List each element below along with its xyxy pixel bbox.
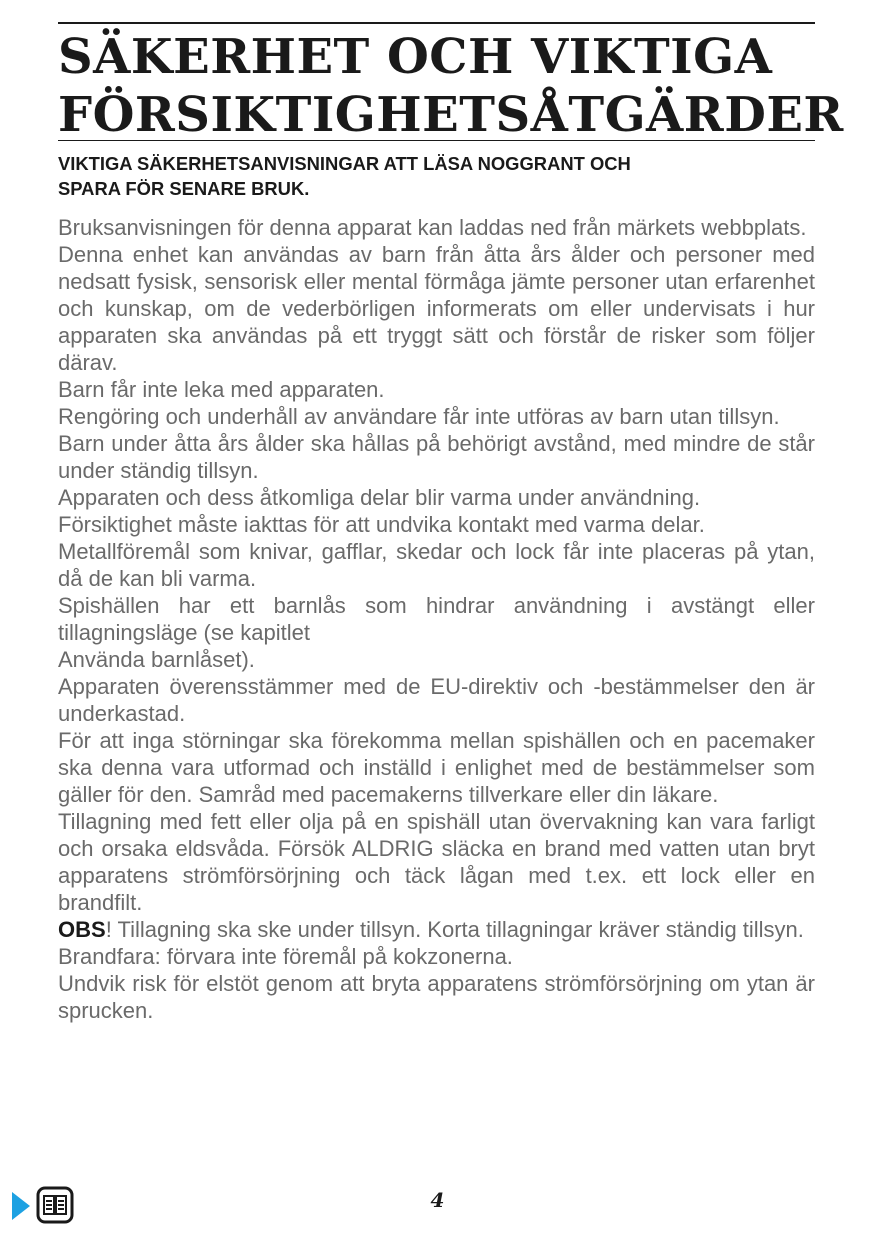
subtitle [58,151,815,201]
paragraph: Barn under åtta års ålder ska hållas på behörigt avstånd, med mindre de står under ständig tillsyn. [58,431,815,483]
paragraph: För att inga störningar ska förekomma mellan spishällen och en pacemaker ska denna vara utformad och inställd i enlighet med de bestämmelser som gäller för den. Samråd med pacemakerns tillverkare eller din läkare. [58,728,815,807]
paragraph: Undvik risk för elstöt genom att bryta apparatens strömförsörjning om ytan är sprucken. [58,971,815,1023]
page-number: 4 [430,1188,445,1212]
paragraph: Använda barnlåset). [58,647,255,672]
paragraph: Apparaten och dess åtkomliga delar blir varma under användning. [58,485,701,510]
paragraph: Spishällen har ett barnlås som hindrar användning i avstängt eller tillagningsläge (se kapitlet [58,593,815,645]
paragraph: Bruksanvisningen för denna apparat kan laddas ned från märkets webbplats. [58,215,807,240]
paragraph: Rengöring och underhåll av användare får inte utföras av barn utan tillsyn. [58,404,780,429]
page-title [58,28,844,144]
paragraph: Denna enhet kan användas av barn från åtta års ålder och personer med nedsatt fysisk, sensorisk eller mental förmåga jämte personer utan erfarenhet och kunskap, om de vederbörligen informerats om eller undervisats i hur apparaten ska användas på ett tryggt sätt och förstår de risker som följer därav. [58,242,815,375]
paragraph: Brandfara: förvara inte föremål på kokzonerna. [58,944,513,969]
safety-instructions [58,214,815,1024]
subtitle-line: SPARA FÖR SENARE BRUK. [58,178,310,199]
obs-paragraph [58,916,815,943]
paragraph: Metallföremål som knivar, gafflar, skedar och lock får inte placeras på ytan, då de kan bli varma. [58,539,815,591]
paragraph: Barn får inte leka med apparaten. [58,377,385,402]
obs-text: ! Tillagning ska ske under tillsyn. Korta tillagningar kräver ständig tillsyn. [105,917,804,942]
document-page [58,22,844,1024]
paragraph: Apparaten överensstämmer med de EU-direktiv och -bestämmelser den är underkastad. [58,674,815,726]
subtitle-line: VIKTIGA SÄKERHETSANVISNINGAR ATT LÄSA NOGGRANT OCH [58,153,631,174]
page-footer [12,1184,863,1228]
obs-label: OBS [58,917,106,942]
top-rule [58,22,815,24]
paragraph: Försiktighet måste iakttas för att undvika kontakt med varma delar. [58,512,705,537]
title-line: FÖRSIKTIGHETSÅTGÄRDER [58,87,844,143]
title-line: SÄKERHET OCH VIKTIGA [58,29,773,85]
paragraph: Tillagning med fett eller olja på en spishäll utan övervakning kan vara farligt och orsaka eldsvåda. Försök ALDRIG släcka en brand med vatten utan bryt apparatens strömförsörjning och täck lågan med t.ex. ett lock eller en brandfilt. [58,809,815,915]
